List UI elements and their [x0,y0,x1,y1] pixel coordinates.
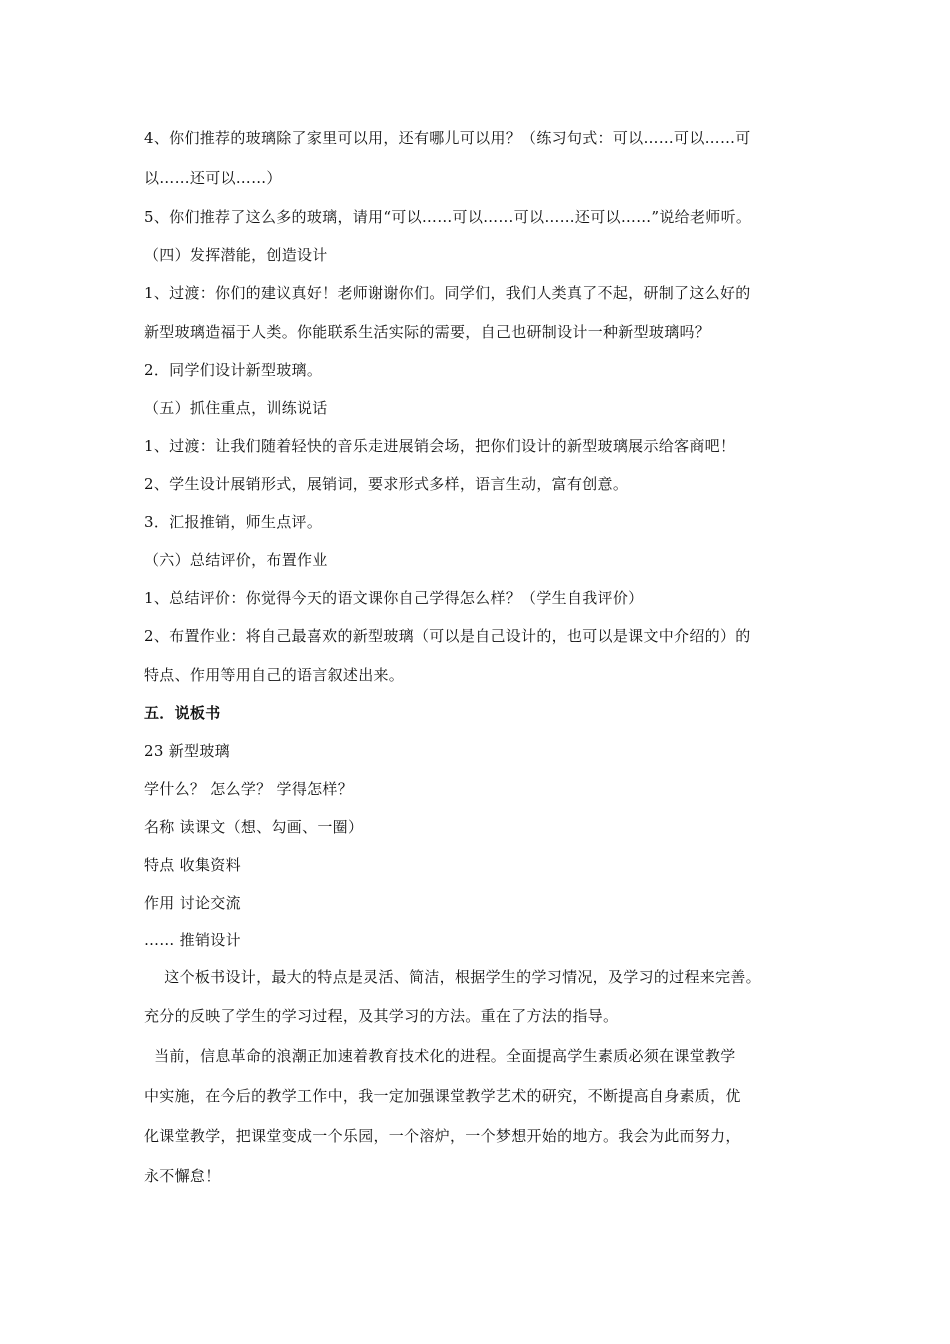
text-line: 3．汇报推销，师生点评。 [144,513,323,531]
text-line: 充分的反映了学生的学习过程，及其学习的方法。重在了方法的指导。 [144,1007,619,1025]
text-line: 2、学生设计展销形式，展销词，要求形式多样，语言生动，富有创意。 [144,475,629,493]
board-line: 特点 收集资料 [144,856,241,874]
board-line: 名称 读课文（想、勾画、一圈） [144,818,364,836]
section-heading: （五）抓住重点，训练说话 [144,399,328,417]
text-line: 5、你们推荐了这么多的玻璃，请用“可以……可以……可以……还可以……”说给老师听。 [144,208,752,226]
text-line: 1、总结评价：你觉得今天的语文课你自己学得怎么样？（学生自我评价） [144,589,644,607]
text-line: 中实施，在今后的教学工作中，我一定加强课堂教学艺术的研究，不断提高自身素质，优 [144,1087,741,1105]
board-title: 23 新型玻璃 [144,742,230,760]
text-line: 1、过渡：让我们随着轻快的音乐走进展销会场，把你们设计的新型玻璃展示给客商吧！ [144,437,736,455]
text-line: 1、过渡：你们的建议真好！老师谢谢你们。同学们，我们人类真了不起，研制了这么好的 [144,284,751,302]
board-line: 学什么？ 怎么学？ 学得怎样？ [144,780,354,798]
board-line: 作用 讨论交流 [144,894,241,912]
board-line: …… 推销设计 [144,931,241,949]
chapter-heading: 五．说板书 [144,704,221,722]
text-line: 化课堂教学，把课堂变成一个乐园，一个溶炉，一个梦想开始的地方。我会为此而努力， [144,1127,741,1145]
text-line: 永不懈怠！ [144,1167,221,1185]
text-line: 2．同学们设计新型玻璃。 [144,361,323,379]
text-line: 特点、作用等用自己的语言叙述出来。 [144,666,405,684]
text-line: 以……还可以……） [144,169,282,187]
text-line: 当前，信息革命的浪潮正加速着教育技术化的进程。全面提高学生素质必须在课堂教学 [144,1047,736,1065]
text-line: 2、布置作业：将自己最喜欢的新型玻璃（可以是自己设计的，也可以是课文中介绍的）的 [144,627,751,645]
text-line: 4、你们推荐的玻璃除了家里可以用，还有哪儿可以用？（练习句式：可以……可以……可 [144,129,751,147]
section-heading: （四）发挥潜能，创造设计 [144,246,328,264]
text-line: 这个板书设计，最大的特点是灵活、简洁，根据学生的学习情况，及学习的过程来完善。 [144,968,761,986]
section-heading: （六）总结评价，布置作业 [144,551,328,569]
text-line: 新型玻璃造福于人类。你能联系生活实际的需要，自己也研制设计一种新型玻璃吗？ [144,323,711,341]
